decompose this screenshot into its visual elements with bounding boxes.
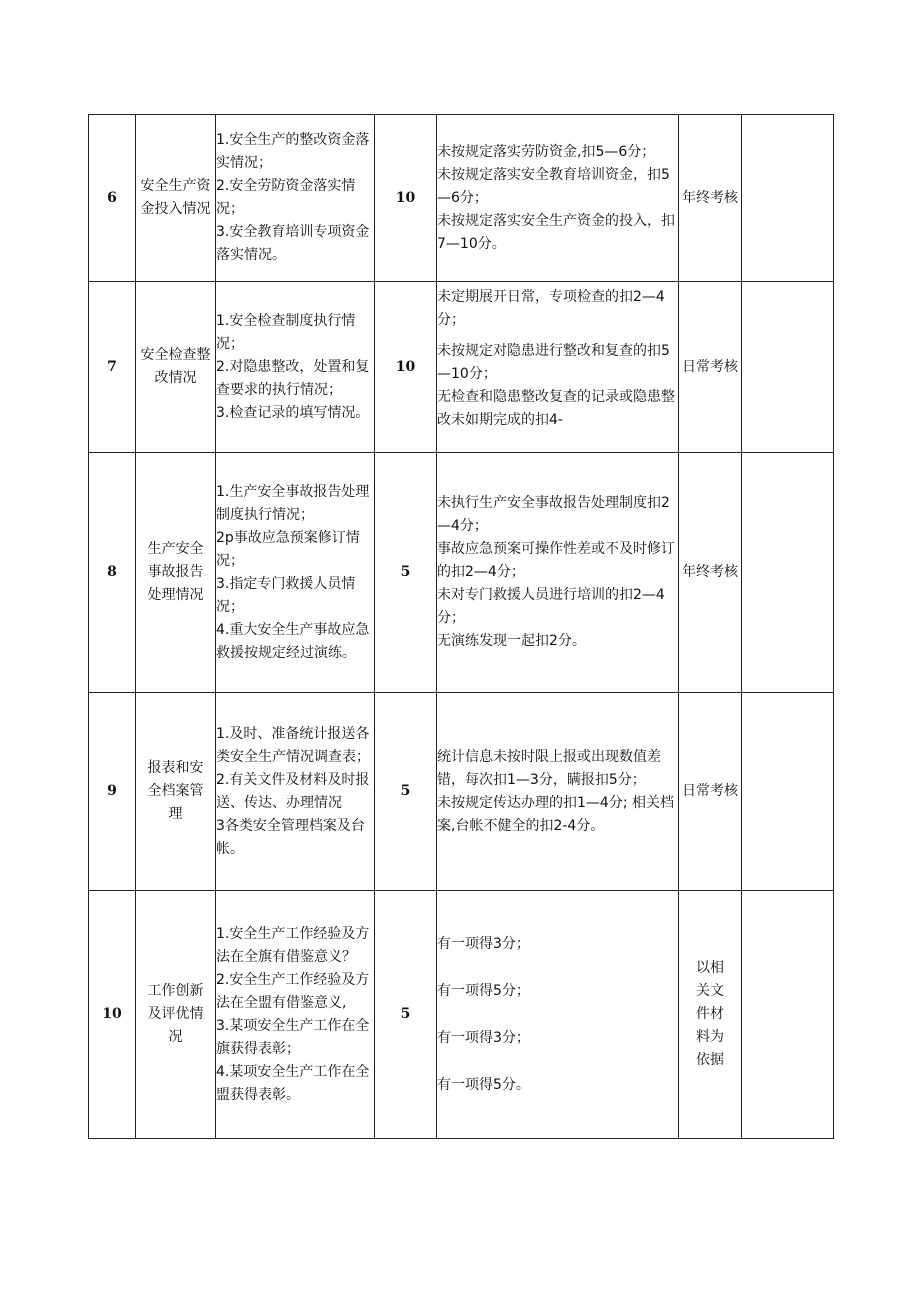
method-line: 有一项得5分。 — [437, 1076, 530, 1093]
content-line: 1.及时、准备统计报送各类安全生产情况调查表； — [216, 725, 370, 765]
item-name: 生产安全事故报告处理情况 — [136, 453, 216, 693]
method-line: 未执行生产安全事故报告处理制度扣2—4分； — [437, 495, 670, 534]
method-line: 未按规定传达办理的扣1—4分; 相关档案,台帐不健全的扣2-4分。 — [437, 794, 674, 834]
assessment-type: 年终考核 — [679, 453, 742, 693]
table-row — [89, 115, 834, 282]
assessment-type: 年终考核 — [679, 115, 742, 282]
method-line: 无检查和隐患整改复查的记录或隐患整改未如期完成的扣4- — [437, 389, 675, 428]
item-name: 安全检查整改情况 — [136, 282, 216, 453]
method-line: 有一项得5分； — [437, 982, 530, 999]
method-line: 未按规定对隐患进行整改和复查的扣5—10分； — [437, 343, 670, 382]
method-line: 有一项得3分； — [437, 1029, 530, 1046]
score: 5 — [375, 891, 437, 1139]
content-line: 3.安全教育培训专项资金落实情况。 — [216, 224, 370, 263]
evaluation-table — [88, 114, 834, 1139]
content-line: 3.指定专门救援人员情况； — [216, 575, 356, 615]
empty-cell — [742, 282, 834, 453]
content-line: 1.安全生产的整改资金落实情况； — [216, 132, 370, 171]
assessment-type: 日常考核 — [679, 282, 742, 453]
content-line: 2p事故应急预案修订情况； — [216, 529, 360, 569]
item-name: 安全生产资金投入情况 — [136, 115, 216, 282]
assessment-content — [216, 453, 375, 693]
table-row — [89, 891, 834, 1139]
content-line: 2.对隐患整改，处置和复查要求的执行情况； — [216, 358, 370, 398]
table-row — [89, 693, 834, 891]
score: 5 — [375, 453, 437, 693]
content-line: 1.安全检查制度执行情况； — [216, 312, 356, 352]
score: 10 — [375, 282, 437, 453]
assessment-type: 以相关文件材料为依据 — [679, 891, 742, 1139]
content-line: 4.某项安全生产工作在全盟获得表彰。 — [216, 1063, 370, 1103]
method-line: 无演练发现一起扣2分。 — [437, 633, 586, 649]
scoring-method — [437, 115, 679, 282]
method-line: 未按规定落实安全教育培训资金，扣5—6分； — [437, 166, 670, 206]
item-name: 工作创新及评优情况 — [136, 891, 216, 1139]
assessment-content — [216, 282, 375, 453]
method-line: 未按规定落实安全生产资金的投入，扣7—10分。 — [437, 212, 675, 252]
content-line: 1.生产安全事故报告处理制度执行情况； — [216, 483, 370, 523]
method-line: 统计信息未按时限上报或出现数值差错，每次扣1—3分，瞒报扣5分； — [437, 748, 661, 788]
table-row — [89, 453, 834, 693]
method-line: 事故应急预案可操作性差或不及时修订的扣2—4分； — [437, 541, 675, 580]
content-line: 3各类安全管理档案及台帐。 — [216, 817, 365, 857]
assessment-type: 日常考核 — [679, 693, 742, 891]
empty-cell — [742, 115, 834, 282]
table-row — [89, 282, 834, 453]
scoring-method — [437, 891, 679, 1139]
assessment-content — [216, 693, 375, 891]
row-number: 6 — [89, 115, 136, 282]
score: 5 — [375, 693, 437, 891]
empty-cell — [742, 693, 834, 891]
row-number: 8 — [89, 453, 136, 693]
assessment-content — [216, 115, 375, 282]
scoring-method — [437, 453, 679, 693]
method-line: 未按规定落实劳防资金,扣5—6分； — [437, 143, 656, 160]
content-line: 3.检查记录的填写情况。 — [216, 404, 370, 421]
scoring-method — [437, 693, 679, 891]
content-line: 2.有关文件及材料及时报送、传达、办理情况 — [216, 771, 370, 811]
row-number: 7 — [89, 282, 136, 453]
assessment-content — [216, 891, 375, 1139]
content-line: 4.重大安全生产事故应急救援按规定经过演练。 — [216, 621, 370, 661]
content-line: 2.安全生产工作经验及方法在全盟有借鉴意义, — [216, 971, 370, 1011]
scoring-method — [437, 282, 679, 453]
empty-cell — [742, 453, 834, 693]
content-line: 2.安全劳防资金落实情况； — [216, 178, 356, 217]
empty-cell — [742, 891, 834, 1139]
item-name: 报表和安全档案管理 — [136, 693, 216, 891]
score: 10 — [375, 115, 437, 282]
content-line: 3.某项安全生产工作在全旗获得表彰； — [216, 1017, 370, 1057]
method-line: 有一项得3分； — [437, 935, 530, 952]
method-line: 未对专门救援人员进行培训的扣2—4分； — [437, 587, 665, 626]
row-number: 9 — [89, 693, 136, 891]
content-line: 1.安全生产工作经验及方法在全旗有借鉴意义？ — [216, 925, 370, 965]
row-number: 10 — [89, 891, 136, 1139]
method-line: 未定期展开日常，专项检查的扣2—4分； — [437, 289, 665, 328]
